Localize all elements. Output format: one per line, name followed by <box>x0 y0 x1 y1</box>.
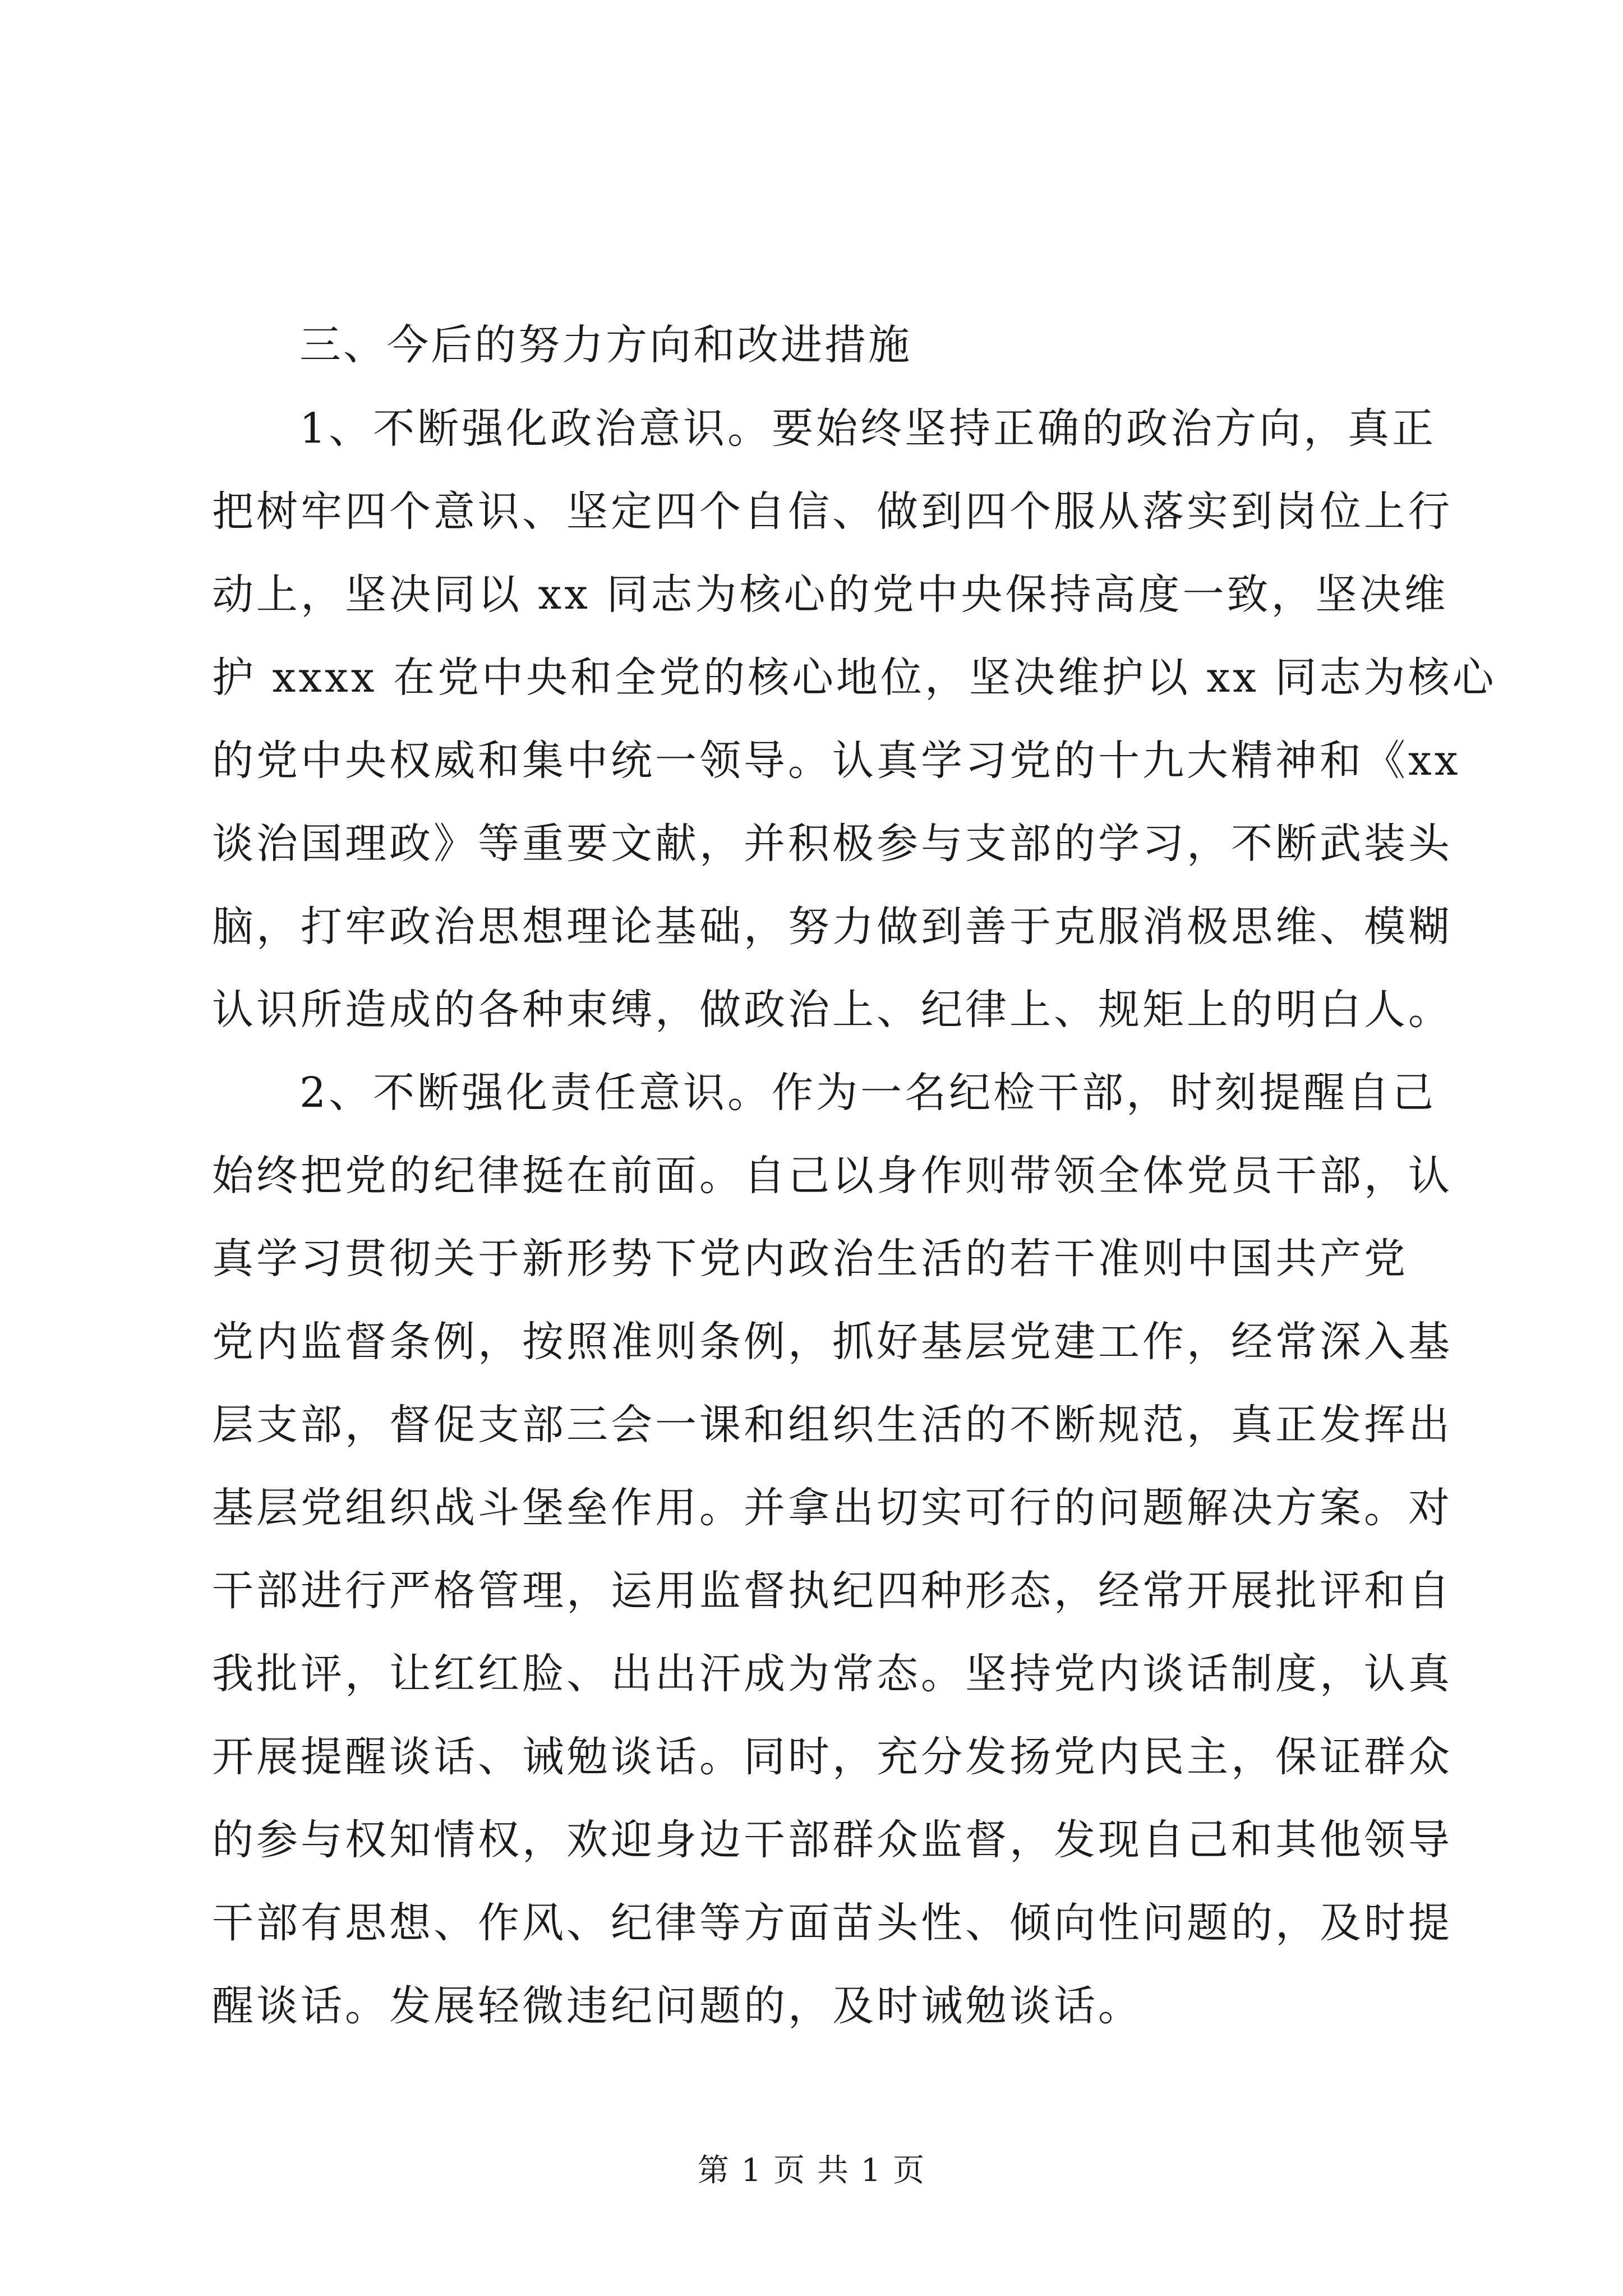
paragraph-line: 的党中央权威和集中统一领导。认真学习党的十九大精神和《xx <box>212 737 1461 785</box>
paragraph-line: 脑，打牢政治思想理论基础，努力做到善于克服消极思维、模糊 <box>212 903 1453 951</box>
paragraph-line: 的参与权知情权，欢迎身边干部群众监督，发现自己和其他领导 <box>212 1816 1453 1864</box>
paragraph-line: 层支部，督促支部三会一课和组织生活的不断规范，真正发挥出 <box>212 1401 1453 1449</box>
page-footer: 第 1 页 共 1 页 <box>697 2152 926 2189</box>
paragraph-line: 1、不断强化政治意识。要始终坚持正确的政治方向，真正 <box>299 404 1437 453</box>
paragraph-line: 把树牢四个意识、坚定四个自信、做到四个服从落实到岗位上行 <box>212 487 1453 536</box>
paragraph-line: 真学习贯彻关于新形势下党内政治生活的若干准则中国共产党 <box>212 1235 1408 1283</box>
paragraph-line: 护 xxxx 在党中央和全党的核心地位，坚决维护以 xx 同志为核心 <box>212 654 1497 702</box>
document-body <box>212 303 1497 2047</box>
paragraph-political-awareness <box>212 387 1497 1051</box>
paragraph-line: 开展提醒谈话、诫勉谈话。同时，充分发扬党内民主，保证群众 <box>212 1733 1453 1781</box>
paragraph-line: 干部有思想、作风、纪律等方面苗头性、倾向性问题的，及时提 <box>212 1899 1453 1947</box>
section-heading: 三、今后的努力方向和改进措施 <box>299 321 912 369</box>
paragraph-line: 动上，坚决同以 xx 同志为核心的党中央保持高度一致，坚决维 <box>212 570 1449 619</box>
paragraph-line: 基层党组织战斗堡垒作用。并拿出切实可行的问题解决方案。对 <box>212 1484 1453 1532</box>
paragraph-line: 醒谈话。发展轻微违纪问题的，及时诫勉谈话。 <box>212 1982 1142 2030</box>
paragraph-line: 我批评，让红红脸、出出汗成为常态。坚持党内谈话制度，认真 <box>212 1650 1453 1698</box>
paragraph-line: 谈治国理政》等重要文献，并积极参与支部的学习，不断武装头 <box>212 820 1453 868</box>
paragraph-line: 党内监督条例，按照准则条例，抓好基层党建工作，经常深入基 <box>212 1318 1453 1366</box>
paragraph-line: 认识所造成的各种束缚，做政治上、纪律上、规矩上的明白人。 <box>212 986 1453 1034</box>
paragraph-line: 始终把党的纪律挺在前面。自己以身作则带领全体党员干部，认 <box>212 1152 1453 1200</box>
paragraph-responsibility-awareness <box>212 1051 1453 2047</box>
paragraph-line: 2、不断强化责任意识。作为一名纪检干部，时刻提醒自己 <box>299 1069 1437 1117</box>
paragraph-line: 干部进行严格管理，运用监督执纪四种形态，经常开展批评和自 <box>212 1567 1453 1615</box>
